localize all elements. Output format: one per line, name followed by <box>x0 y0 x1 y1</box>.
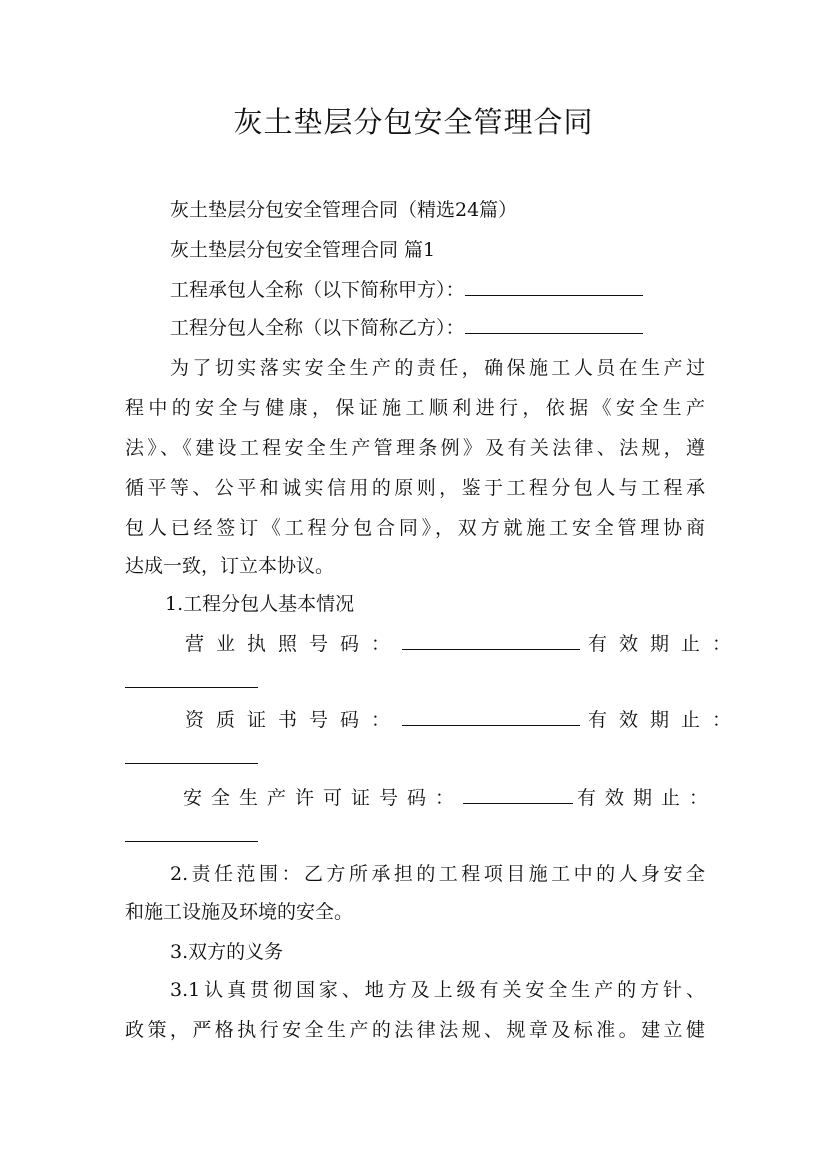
safety-permit-blank <box>463 781 573 804</box>
section-heading: 灰土垫层分包安全管理合同 篇1 <box>170 239 436 261</box>
party-a-label: 工程承包人全称（以下简称甲方）： <box>170 279 465 301</box>
intro-line: 达成一致，订立本协议。 <box>125 555 335 577</box>
item31-line: 3.1认真贯彻国家、地方及上级有关安全生产的方针、 <box>170 979 705 1001</box>
license-valid-label: 有效期止： <box>588 633 744 655</box>
qualification-valid-label: 有效期止： <box>588 709 744 731</box>
safety-permit-line <box>183 778 718 818</box>
party-a-line <box>170 270 705 310</box>
intro-line: 法》、《建设工程安全生产管理条例》及有关法律、法规，遵 <box>125 437 705 459</box>
qualification-valid-line <box>125 738 705 778</box>
license-blank <box>402 627 580 650</box>
document-subtitle: 灰土垫层分包安全管理合同（精选24篇） <box>170 199 518 221</box>
party-b-blank <box>465 311 643 334</box>
item3-heading: 3.双方的义务 <box>170 941 284 963</box>
item2-line: 2.责任范围：乙方所承担的工程项目施工中的人身安全 <box>170 863 705 885</box>
item31-line: 政策，严格执行安全生产的法律法规、规章及标准。建立健 <box>125 1019 705 1041</box>
item1-heading: 1.工程分包人基本情况 <box>165 593 355 615</box>
license-valid-blank <box>125 665 258 688</box>
party-b-label: 工程分包人全称（以下简称乙方）： <box>170 317 465 339</box>
intro-line: 程中的安全与健康，保证施工顺利进行，依据《安全生产 <box>125 397 705 419</box>
safety-permit-label: 安全生产许可证号码： <box>183 787 464 809</box>
safety-permit-valid-blank <box>125 819 258 842</box>
item2-line: 和施工设施及环境的安全。 <box>125 901 354 923</box>
license-valid-line <box>125 662 705 702</box>
safety-permit-valid-label: 有效期止： <box>577 787 718 809</box>
qualification-valid-blank <box>125 741 258 764</box>
document-title: 灰土垫层分包安全管理合同 <box>233 105 594 139</box>
party-b-line <box>170 308 705 348</box>
qualification-line <box>185 700 744 740</box>
intro-line: 循平等、公平和诚实信用的原则，鉴于工程分包人与工程承 <box>125 477 705 499</box>
license-line <box>185 624 744 664</box>
qualification-label: 资质证书号码： <box>185 709 403 731</box>
safety-permit-valid-line <box>125 816 705 856</box>
qualification-blank <box>402 703 580 726</box>
intro-line: 包人已经签订《工程分包合同》，双方就施工安全管理协商 <box>125 517 705 539</box>
intro-line: 为了切实落实安全生产的责任，确保施工人员在生产过 <box>170 357 705 379</box>
license-label: 营业执照号码： <box>185 633 403 655</box>
party-a-blank <box>465 273 643 296</box>
